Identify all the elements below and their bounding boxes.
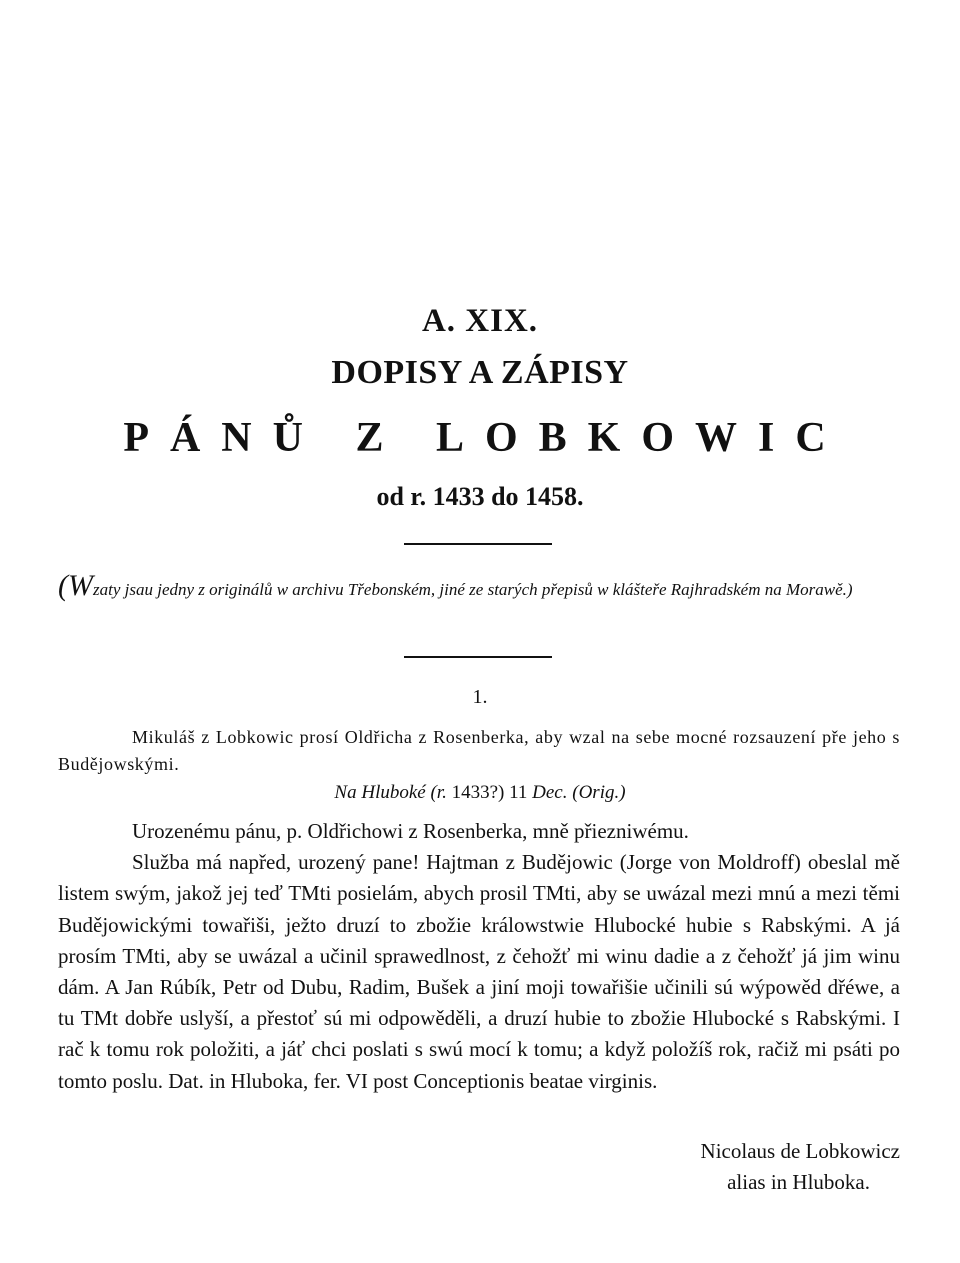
intro-note xyxy=(58,569,900,604)
letter-text: Služba má napřed, urozený pane! Hajtman z Budějowic (Jorge von Moldroff) obeslal mě listem swým, jakož jej teď TMti posielám, abych prosil TMti, aby se uwázal mezi mnú a mezi těmi Budějowickými towařiši, ježto druzí to zbožie králowstwie Hlubocké hubie s Rabskými. A já prosím TMti, aby se uwázal a učinil sprawedlnost, z čehožť mi winu dadie a z čehožť já jim winu dám. A Jan Rúbík, Petr od Dubu, Radim, Bušek a jiní moji towařišie učinili sú wýpowěd dřéwe, a tu TMt dobře uslyší, a přestoť sú mi odpowěděli, a druzí hubie to zbožie Hlubocké s Rabskými. I rač k tomu rok položiti, a jáť chci poslati s swú mocí k tomu; a když položíš rok, račiž mi psáti po tomto poslu. Dat. in Hluboka, fer. VI post Conceptionis beatae virginis. xyxy=(58,850,900,1093)
section-number: A. XIX. xyxy=(421,303,539,339)
document-dateline xyxy=(0,782,960,804)
dateline-day: 11 xyxy=(509,782,528,803)
dateline-source: (Orig.) xyxy=(572,782,626,803)
title-line-2: PÁNŮ Z LOBKOWIC xyxy=(123,415,847,461)
letter-address: Urozenému pánu, p. Oldřichowi z Rosenberka, mně přiezniwému. xyxy=(132,819,689,843)
intro-open-paren: ( xyxy=(58,569,68,602)
signature-line-1: Nicolaus de Lobkowicz xyxy=(700,1139,900,1163)
signature-line-2: alias in Hluboka. xyxy=(727,1170,870,1194)
intro-text: zaty jsau jedny z originálů w archivu Třebonském, jiné ze starých přepisů w klášteře Rajhradském na Morawě.) xyxy=(93,580,853,599)
divider-bottom xyxy=(404,656,552,658)
document-summary: Mikuláš z Lobkowic prosí Oldřicha z Rosenberka, aby wzal na sebe mocné rozsauzení pře jeho s Budějowskými. xyxy=(58,727,900,774)
dateline-year-note: (r. xyxy=(430,782,447,803)
dateline-place: Na Hluboké xyxy=(334,782,426,803)
letter-body xyxy=(58,816,900,1097)
intro-initial: W xyxy=(68,569,93,602)
dateline-month: Dec. xyxy=(532,782,568,803)
document-number: 1. xyxy=(472,686,488,708)
dateline-year: 1433?) xyxy=(451,782,505,803)
divider-top xyxy=(404,543,552,545)
title-line-1: DOPISY A ZÁPISY xyxy=(331,354,629,391)
signature xyxy=(600,1136,900,1198)
date-range: od r. 1433 do 1458. xyxy=(376,482,584,511)
